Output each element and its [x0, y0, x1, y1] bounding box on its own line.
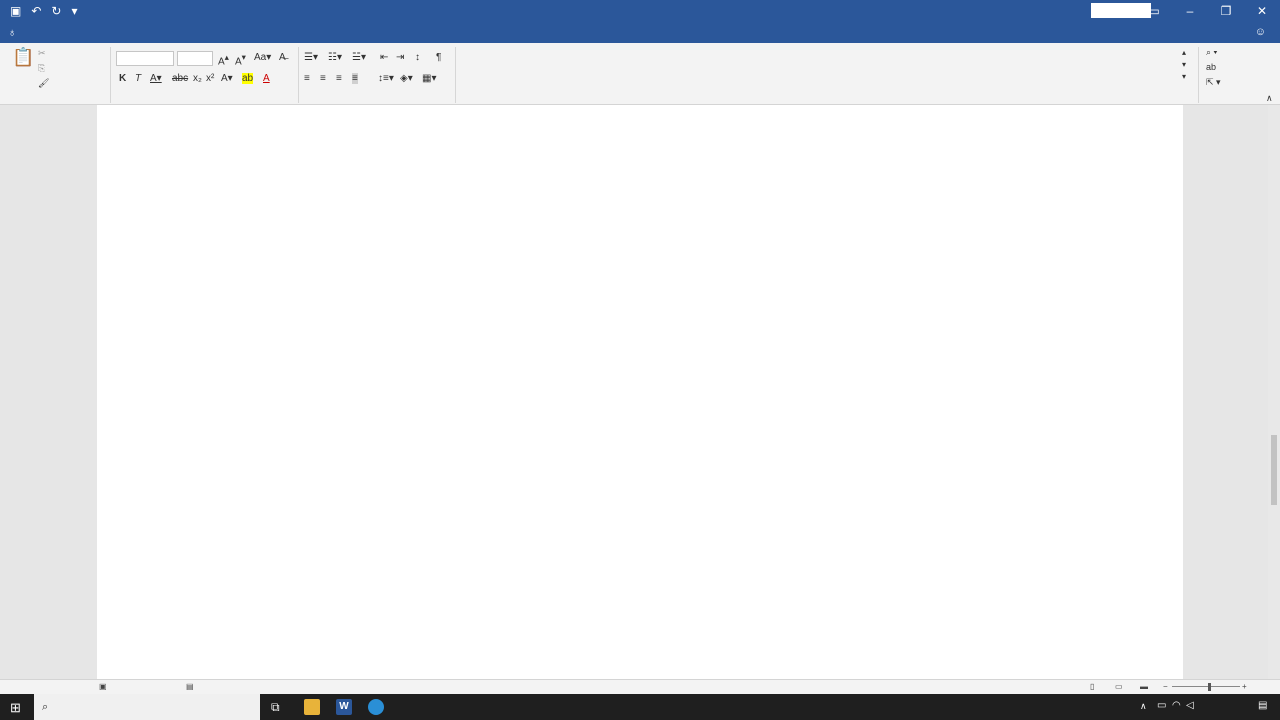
web-layout-icon[interactable]: ▬	[1140, 682, 1148, 691]
proofing-icon[interactable]: ▣	[99, 682, 107, 691]
underline-icon[interactable]: A▾	[150, 73, 162, 84]
font-size-box[interactable]	[177, 51, 213, 66]
multilevel-icon[interactable]: ☱▾	[352, 52, 366, 63]
macro-icon[interactable]: ▤	[186, 682, 194, 691]
numbering-icon[interactable]: ☷▾	[328, 52, 342, 63]
font-name-box[interactable]	[116, 51, 174, 66]
ribbon-tabs	[0, 22, 1280, 43]
search-icon: ⌕	[42, 701, 49, 713]
clear-format-icon[interactable]: A̶	[279, 52, 286, 63]
collapse-ribbon-icon[interactable]: ∧	[1266, 93, 1273, 103]
paste-icon[interactable]: 📋	[12, 47, 35, 67]
text-effects-icon[interactable]: A▾	[221, 73, 233, 84]
justify-icon[interactable]: ≡	[352, 73, 358, 84]
ribbon-display-icon[interactable]: ▭	[1148, 4, 1160, 18]
share-button[interactable]	[1255, 22, 1266, 43]
customize-qat-icon[interactable]: ▾	[71, 4, 78, 18]
italic-icon[interactable]: T	[135, 73, 142, 84]
print-layout-icon[interactable]: ▭	[1115, 682, 1123, 691]
tell-me-box[interactable]	[8, 27, 22, 39]
borders-icon[interactable]: ▦▾	[422, 73, 437, 84]
browser-icon[interactable]	[368, 699, 384, 715]
zoom-in-icon[interactable]: +	[1242, 682, 1247, 691]
copy-button[interactable]: ⎘	[38, 63, 46, 73]
shading-icon[interactable]: ◈▾	[400, 73, 413, 84]
volume-icon[interactable]: ◁	[1186, 700, 1194, 711]
zoom-out-icon[interactable]: −	[1163, 682, 1168, 691]
grow-font-icon[interactable]: A▴	[218, 52, 229, 68]
shrink-font-icon[interactable]: A▾	[235, 52, 246, 68]
font-color-icon[interactable]: A	[263, 73, 270, 84]
lightbulb-icon: ♁	[8, 26, 17, 39]
select-button[interactable]: ⇱ ▾	[1206, 77, 1221, 87]
styles-scroll-icon[interactable]: ▴ ▾ ▾	[1182, 48, 1187, 81]
redo-icon[interactable]: ↻	[51, 4, 62, 18]
cut-button[interactable]: ✂	[38, 48, 46, 58]
file-explorer-icon[interactable]	[304, 699, 320, 715]
battery-icon[interactable]: ▭	[1157, 700, 1167, 711]
bold-icon[interactable]: K	[119, 73, 127, 84]
find-button[interactable]: ⌕ ▾	[1206, 47, 1218, 57]
document-page[interactable]	[97, 105, 1183, 679]
person-icon: ☺	[1254, 26, 1266, 38]
network-icon[interactable]: ◠	[1172, 700, 1181, 711]
task-view-icon[interactable]: ⧉	[271, 700, 280, 714]
windows-start-icon[interactable]: ⊞	[10, 700, 21, 715]
format-painter-button[interactable]: 🖌	[38, 78, 50, 88]
zoom-slider-thumb[interactable]	[1208, 683, 1211, 691]
tray-chevron-icon[interactable]: ∧	[1140, 701, 1147, 711]
superscript-icon[interactable]: x²	[206, 73, 215, 84]
taskbar-search[interactable]	[34, 694, 260, 720]
bullets-icon[interactable]: ☰▾	[304, 52, 318, 63]
increase-indent-icon[interactable]: ⇥	[396, 52, 405, 63]
vertical-scrollbar[interactable]	[1268, 105, 1280, 679]
restore-icon[interactable]: ❐	[1220, 4, 1232, 18]
status-bar	[0, 679, 1280, 694]
save-icon[interactable]: ▣	[10, 4, 22, 18]
strikethrough-icon[interactable]: abc	[172, 73, 189, 84]
show-marks-icon[interactable]: ¶	[436, 52, 442, 63]
decrease-indent-icon[interactable]: ⇤	[380, 52, 389, 63]
sort-icon[interactable]: ↕	[415, 52, 420, 63]
line-spacing-icon[interactable]: ↕≡▾	[378, 73, 394, 84]
document-content	[97, 105, 1183, 679]
title-bar	[0, 0, 1280, 22]
align-right-icon[interactable]: ≡	[336, 73, 342, 84]
align-center-icon[interactable]: ≡	[320, 73, 326, 84]
quick-access-toolbar	[0, 4, 78, 18]
styles-gallery	[461, 46, 1179, 92]
close-icon[interactable]: ✕	[1256, 4, 1268, 18]
highlight-icon[interactable]: ab	[242, 73, 254, 84]
read-mode-icon[interactable]: ▯	[1090, 682, 1095, 691]
word-icon[interactable]: W	[336, 699, 352, 715]
scroll-thumb[interactable]	[1271, 435, 1277, 505]
change-case-icon[interactable]: Aa▾	[254, 52, 272, 63]
zoom-slider[interactable]	[1172, 686, 1240, 687]
align-left-icon[interactable]: ≡	[304, 73, 310, 84]
minimize-icon[interactable]: –	[1186, 4, 1194, 18]
notifications-icon[interactable]: ▤	[1258, 700, 1268, 711]
replace-button[interactable]: ab	[1206, 62, 1217, 72]
undo-icon[interactable]: ↶	[31, 4, 42, 18]
taskbar	[0, 694, 1280, 720]
subscript-icon[interactable]: x₂	[193, 73, 202, 84]
